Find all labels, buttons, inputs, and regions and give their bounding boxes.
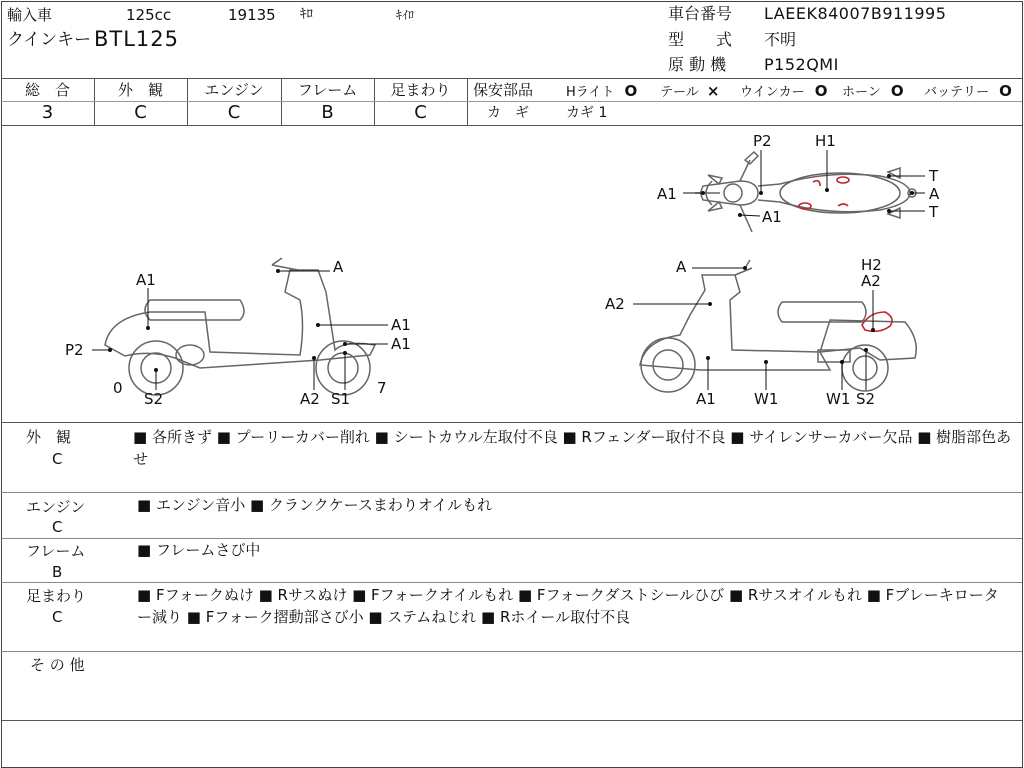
safety-item-name: Hライト (566, 85, 615, 100)
grade-exterior-value: C (134, 102, 147, 123)
diagram-label: T (929, 167, 939, 185)
engine-label: 原 動 機 (668, 55, 727, 74)
safety-tail (660, 82, 719, 102)
diagram-label: S2 (144, 390, 164, 408)
diagram-label: H2 (861, 256, 882, 274)
grade-engine-value: C (227, 102, 241, 123)
maker-name: クインキー (7, 30, 92, 50)
key-value: カギ 1 (566, 105, 608, 121)
damage-marks (799, 177, 892, 331)
cond-engine-text: ■ エンジン音小 ■ クランクケースまわりオイルもれ (137, 496, 493, 514)
diagram-label: A1 (391, 316, 411, 334)
diagram-label: A2 (861, 272, 881, 290)
safety-item-name: テール (660, 85, 699, 100)
type-value: 不明 (764, 30, 797, 49)
diagram-bottom (1, 422, 1022, 423)
safety-battery (924, 82, 1012, 102)
cond-suspension-label: 足まわり (26, 587, 87, 605)
safety-mark: O (999, 82, 1012, 100)
diagram-label: A (929, 185, 940, 203)
safety-mid-line (467, 101, 1022, 102)
cond-exterior-grade: C (52, 450, 63, 468)
frame-no-label: 車台番号 (668, 4, 733, 23)
grade-suspension-label: 足まわり (390, 81, 451, 99)
diagram-label: A2 (300, 390, 320, 408)
cond-divider (1, 651, 1022, 652)
mileage-unit: ｷﾛ (300, 7, 313, 22)
grade-suspension-value: C (414, 102, 427, 123)
diagram-label: H1 (815, 132, 836, 150)
key-label: カ ギ (487, 105, 529, 121)
diagram-label: S1 (331, 390, 351, 408)
type-label: 型 式 (668, 30, 733, 49)
safety-item-name: バッテリー (924, 85, 990, 100)
diagram-label: A1 (136, 271, 156, 289)
diagram-label: P2 (753, 132, 772, 150)
diagram-label: 7 (377, 379, 387, 397)
import-label: 輸入車 (7, 6, 53, 24)
mileage: 19135 (228, 6, 276, 24)
cond-frame-label: フレーム (26, 542, 86, 560)
diagram-label: W1 (754, 390, 779, 408)
safety-label: 保安部品 (473, 81, 534, 99)
diagram-label: T (929, 203, 939, 221)
cond-divider (1, 492, 1022, 493)
frame-no: LAEEK84007B911995 (764, 4, 947, 23)
grade-engine-label: エンジン (204, 81, 264, 99)
grade-overall-label: 総 合 (24, 81, 70, 99)
mileage-note: ｷｲﾛ (396, 8, 415, 22)
diagram-label: S2 (856, 390, 876, 408)
diagram-label: A1 (762, 208, 782, 226)
diagram-label: W1 (826, 390, 851, 408)
diagram-label: A (333, 258, 344, 276)
damage-diagram (0, 126, 1024, 422)
top-view-scooter (695, 152, 916, 232)
header-divider (1, 78, 1022, 79)
grade-frame-label: フレーム (297, 81, 358, 99)
cond-exterior-label: 外 観 (26, 428, 72, 446)
diagram-label: A1 (657, 185, 677, 203)
model-name: BTL125 (94, 27, 180, 51)
grade-overall-value: 3 (41, 102, 54, 123)
safety-mark: O (624, 82, 638, 100)
cond-frame-text: ■ フレームさび中 (137, 541, 261, 559)
diagram-label: A1 (391, 335, 411, 353)
grade-exterior-label: 外 観 (117, 81, 163, 99)
grade-frame-value: B (321, 102, 334, 123)
safety-horn (842, 82, 904, 102)
cond-engine-label: エンジン (26, 498, 86, 516)
safety-winker (740, 82, 828, 102)
cond-engine-grade: C (52, 518, 63, 536)
safety-mark: × (706, 82, 720, 100)
safety-mark: O (814, 82, 828, 100)
safety-headlight (566, 82, 637, 102)
safety-item-name: ウインカー (740, 85, 805, 100)
cond-exterior-text: ■ 各所きず ■ プーリーカバー削れ ■ シートカウル左取付不良 ■ Rフェンダー取付不良 ■ サイレンサーカバー欠品 ■ 樹脂部色あせ (133, 428, 1012, 468)
diagram-label: A1 (696, 390, 716, 408)
engine-value: P152QMI (764, 55, 839, 74)
cond-divider (1, 582, 1022, 583)
diagram-label: P2 (65, 341, 84, 359)
cond-suspension-text: ■ Fフォークぬけ ■ Rサスぬけ ■ Fフォークオイルもれ ■ Fフォークダストシールひび ■ Rサスオイルもれ ■ Fブレーキローター減り ■ Fフォーク摺動部さび小 ■ ステムねじれ ■ Rホイール取付不良 (137, 586, 999, 626)
diagram-label: A (676, 258, 687, 276)
diagram-label: A2 (605, 295, 625, 313)
safety-item-name: ホーン (842, 85, 881, 100)
displacement: 125cc (126, 6, 172, 24)
cond-suspension-grade: C (52, 608, 63, 626)
diagram-label: 0 (113, 379, 123, 397)
cond-other-label: そ の 他 (30, 656, 85, 674)
safety-mark: O (890, 82, 904, 100)
cond-frame-grade: B (52, 563, 63, 581)
cond-divider (1, 720, 1022, 721)
